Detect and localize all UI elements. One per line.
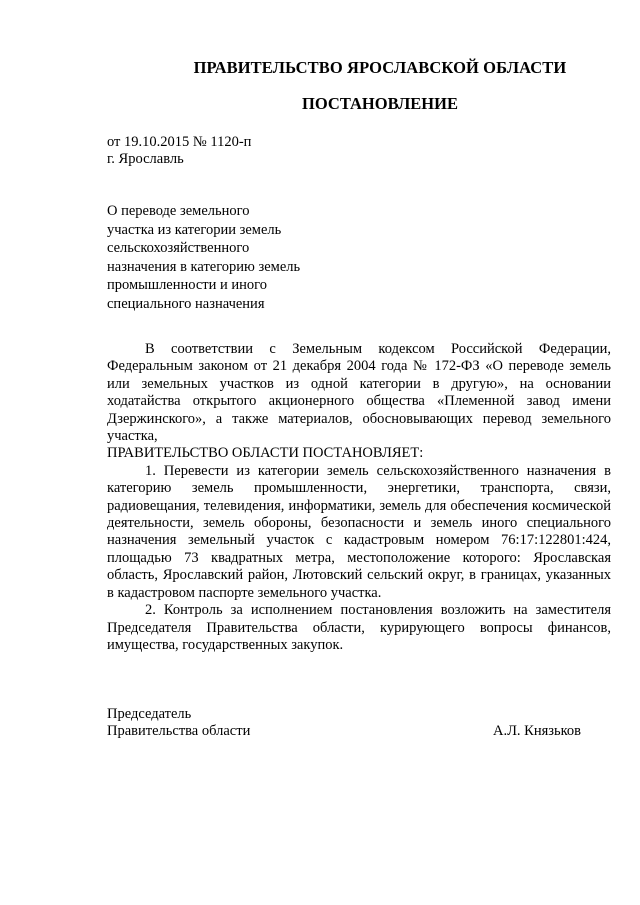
document-city: г. Ярославль [107,151,184,167]
subject-line: сельскохозяйственного [107,240,250,256]
subject-line: участка из категории земель [107,221,282,238]
document-type-title: ПОСТАНОВЛЕНИЕ [302,94,458,113]
subject-line: назначения в категорию земель [107,258,301,275]
decree-item-2: 2. Контроль за исполнением постановления возложить на заместителя Председателя Правительства области, курирующего вопросы финансов, имущества, государственных закупок. [107,602,611,653]
preamble-paragraph: В соответствии с Земельным кодексом Российской Федерации, Федеральным законом от 21 декабря 2004 года № 172-ФЗ «О переводе земель или земельных участков из одной категории в другую», на основании ходатайства открытого акционерного общества «Племенной завод имени Дзержинского», а также материалов, обосновывающих перевод земельного участка, [107,341,611,445]
subject-line: О переводе земельного [107,203,250,219]
decree-heading: ПРАВИТЕЛЬСТВО ОБЛАСТИ ПОСТАНОВЛЯЕТ: [107,445,424,462]
document-body [107,341,611,654]
document-date-number: от 19.10.2015 № 1120-п [107,134,252,150]
subject-line: промышленности и иного [107,277,268,293]
signature-name: А.Л. Князьков [493,723,582,739]
signature-position-line: Председатель [107,706,192,722]
signature-position [107,706,250,740]
decree-item-1: 1. Перевести из категории земель сельскохозяйственного назначения в категорию земель промышленности, энергетики, транспорта, связи, радиовещания, телевидения, информатики, земель для обеспечения космической деятельности, земель обороны, безопасности и земель иного специального назначения земельный участок с кадастровым номером 76:17:122801:424, площадью 73 квадратных метра, местоположение которого: Ярославская область, Ярославский район, Лютовский сельский округ, в границах, указанных в кадастровом паспорте земельного участка. [107,462,611,601]
document-subject [107,202,337,313]
subject-line: специального назначения [107,295,265,312]
signature-position-line: Правительства области [107,723,251,739]
government-title: ПРАВИТЕЛЬСТВО ЯРОСЛАВСКОЙ ОБЛАСТИ [193,58,567,77]
